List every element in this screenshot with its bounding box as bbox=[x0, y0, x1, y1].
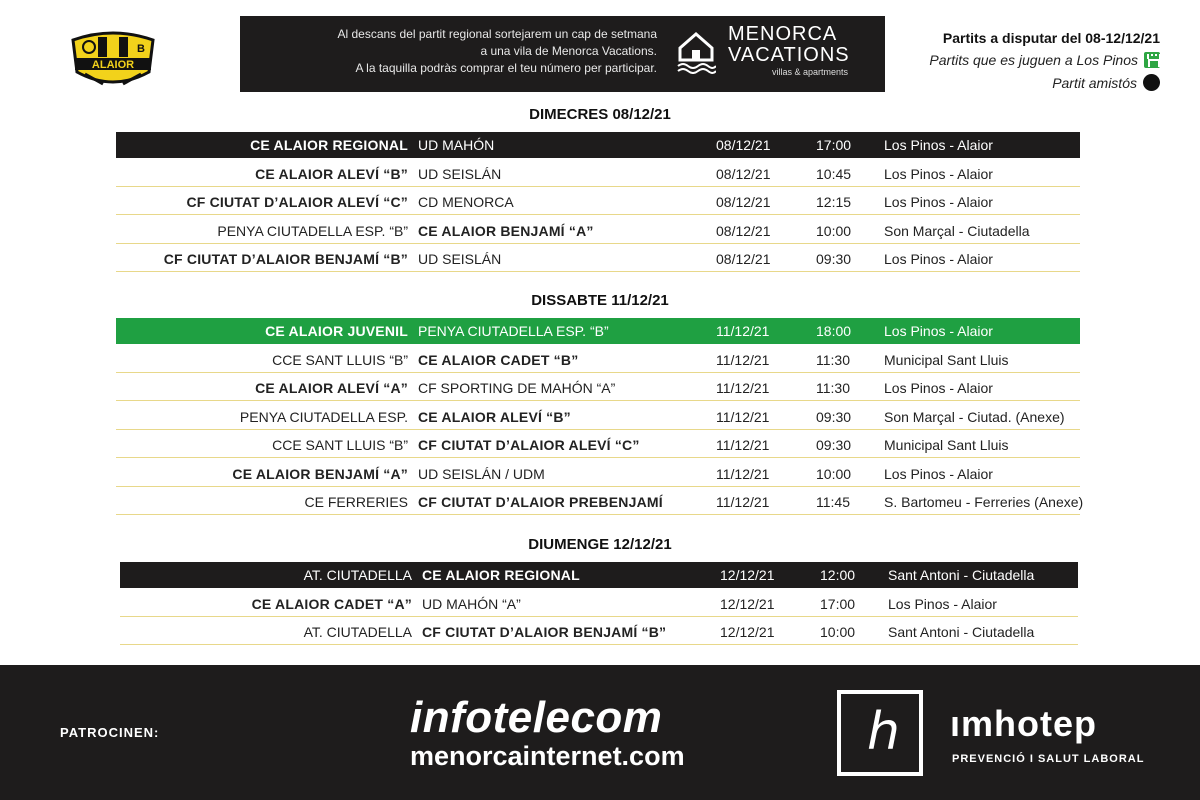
home-team: CF CIUTAT D’ALAIOR ALEVÍ “C” bbox=[186, 194, 408, 210]
match-date: 11/12/21 bbox=[716, 351, 770, 368]
promo-line: A la taquilla podràs comprar el teu número per participar. bbox=[355, 61, 657, 75]
away-team: CF CIUTAT D’ALAIOR ALEVÍ “C” bbox=[418, 437, 640, 453]
away-team: UD SEISLÁN bbox=[418, 165, 502, 182]
legend-home-label: Partits que es juguen a Los Pinos bbox=[929, 52, 1138, 68]
club-logo bbox=[63, 30, 163, 90]
club-crest-icon bbox=[63, 30, 163, 90]
legend-title: Partits a disputar del 08-12/12/21 bbox=[942, 30, 1160, 46]
home-team: CE ALAIOR BENJAMÍ “A” bbox=[232, 465, 408, 482]
legend-friendly bbox=[900, 74, 1160, 91]
promo-text bbox=[247, 26, 657, 77]
match-time: 18:00 bbox=[816, 323, 852, 339]
match-row bbox=[120, 619, 1078, 645]
match-row bbox=[116, 347, 1080, 373]
match-date: 11/12/21 bbox=[716, 437, 770, 453]
match-date: 11/12/21 bbox=[716, 323, 770, 339]
match-time: 12:15 bbox=[816, 194, 852, 210]
match-date: 11/12/21 bbox=[716, 380, 770, 396]
imhotep-logo-mark bbox=[837, 690, 923, 776]
match-time: 09:30 bbox=[816, 437, 852, 453]
brand-line-2: VACATIONS bbox=[728, 44, 850, 66]
legend bbox=[900, 30, 1160, 97]
home-team: CCE SANT LLUIS “B” bbox=[272, 351, 408, 368]
match-date: 08/12/21 bbox=[716, 251, 771, 267]
match-time: 17:00 bbox=[820, 595, 856, 612]
match-time: 11:45 bbox=[816, 494, 850, 510]
away-team: UD MAHÓN bbox=[418, 137, 495, 153]
match-venue: Los Pinos - Alaior bbox=[884, 323, 993, 339]
match-time: 09:30 bbox=[816, 251, 852, 267]
home-team: AT. CIUTADELLA bbox=[303, 624, 412, 640]
match-venue: Los Pinos - Alaior bbox=[884, 465, 993, 482]
home-team: CE ALAIOR REGIONAL bbox=[250, 137, 408, 153]
match-date: 08/12/21 bbox=[716, 222, 771, 239]
imhotep-glyph: h bbox=[867, 702, 900, 762]
match-date: 12/12/21 bbox=[720, 595, 775, 612]
match-venue: Los Pinos - Alaior bbox=[884, 251, 993, 267]
promo-banner bbox=[240, 16, 885, 92]
friendly-dot-icon bbox=[1143, 74, 1160, 91]
home-team: CF CIUTAT D’ALAIOR BENJAMÍ “B” bbox=[163, 251, 408, 267]
away-team: CF CIUTAT D’ALAIOR PREBENJAMÍ bbox=[418, 494, 663, 510]
home-team: PENYA CIUTADELLA ESP. “B” bbox=[217, 222, 408, 239]
match-time: 10:45 bbox=[816, 165, 852, 182]
away-team: UD SEISLÁN / UDM bbox=[418, 465, 545, 482]
match-time: 10:00 bbox=[816, 222, 852, 239]
match-venue: S. Bartomeu - Ferreries (Anexe) bbox=[884, 494, 1084, 510]
match-date: 11/12/21 bbox=[716, 494, 770, 510]
logo-initial-b: B bbox=[137, 43, 145, 55]
match-date: 11/12/21 bbox=[716, 465, 770, 482]
day-heading: DIUMENGE 12/12/21 bbox=[528, 536, 672, 553]
brand-sub: villas & apartments bbox=[772, 67, 849, 77]
infotelecom-url: menorcainternet.com bbox=[410, 741, 685, 771]
match-time: 12:00 bbox=[820, 567, 856, 583]
imhotep-name: ımhotep bbox=[950, 703, 1097, 744]
match-row bbox=[116, 489, 1084, 515]
sponsors-footer bbox=[0, 665, 1200, 800]
match-venue: Sant Antoni - Ciutadella bbox=[888, 624, 1035, 640]
match-venue: Municipal Sant Lluis bbox=[884, 351, 1009, 368]
away-team: CE ALAIOR CADET “B” bbox=[418, 351, 579, 368]
match-row bbox=[116, 461, 1080, 487]
logo-text: ALAIOR bbox=[91, 59, 135, 71]
match-date: 11/12/21 bbox=[716, 408, 770, 425]
match-row bbox=[116, 189, 1080, 215]
match-time: 17:00 bbox=[816, 137, 852, 153]
infotelecom-name: infotelecom bbox=[410, 693, 663, 742]
away-team: CE ALAIOR BENJAMÍ “A” bbox=[418, 222, 594, 239]
match-date: 12/12/21 bbox=[720, 567, 775, 583]
home-team: CE ALAIOR ALEVÍ “A” bbox=[255, 380, 408, 396]
away-team: PENYA CIUTADELLA ESP. “B” bbox=[418, 323, 609, 339]
brand-line-1: MENORCA bbox=[728, 23, 838, 45]
home-team: CE FERRERIES bbox=[304, 494, 408, 510]
day-heading: DISSABTE 11/12/21 bbox=[531, 292, 669, 309]
match-date: 08/12/21 bbox=[716, 137, 771, 153]
match-row bbox=[116, 375, 1080, 401]
imhotep-tagline: PREVENCIÓ I SALUT LABORAL bbox=[952, 753, 1145, 765]
promo-line: a una vila de Menorca Vacations. bbox=[480, 44, 657, 58]
legend-friendly-label: Partit amistós bbox=[1052, 74, 1137, 91]
home-team: CE ALAIOR JUVENIL bbox=[265, 323, 408, 339]
away-team: CD MENORCA bbox=[418, 194, 514, 210]
match-date: 08/12/21 bbox=[716, 165, 771, 182]
day-heading: DIMECRES 08/12/21 bbox=[529, 106, 671, 123]
match-venue: Los Pinos - Alaior bbox=[884, 380, 993, 396]
match-row bbox=[116, 218, 1080, 244]
home-stadium-icon bbox=[1144, 52, 1160, 68]
match-venue: Los Pinos - Alaior bbox=[884, 165, 993, 182]
home-team: PENYA CIUTADELLA ESP. bbox=[239, 408, 408, 425]
home-team: CE ALAIOR CADET “A” bbox=[251, 595, 412, 612]
match-row bbox=[120, 562, 1078, 588]
away-team: CE ALAIOR REGIONAL bbox=[422, 567, 580, 583]
promo-line: Al descans del partit regional sortejarem un cap de setmana bbox=[337, 27, 657, 41]
home-team: CCE SANT LLUIS “B” bbox=[272, 437, 408, 453]
match-row bbox=[116, 318, 1080, 344]
match-venue: Son Marçal - Ciutad. (Anexe) bbox=[884, 408, 1065, 425]
match-time: 10:00 bbox=[820, 624, 856, 640]
match-time: 11:30 bbox=[816, 380, 850, 396]
match-row bbox=[116, 246, 1080, 272]
infotelecom-logo bbox=[410, 695, 685, 771]
match-venue: Los Pinos - Alaior bbox=[884, 194, 993, 210]
match-row bbox=[116, 432, 1080, 458]
match-venue: Los Pinos - Alaior bbox=[888, 595, 997, 612]
match-row bbox=[116, 161, 1080, 187]
match-venue: Los Pinos - Alaior bbox=[884, 137, 993, 153]
home-team: CE ALAIOR ALEVÍ “B” bbox=[255, 165, 408, 182]
match-date: 12/12/21 bbox=[720, 624, 775, 640]
match-venue: Sant Antoni - Ciutadella bbox=[888, 567, 1035, 583]
menorca-vacations-logo bbox=[728, 24, 850, 77]
match-venue: Municipal Sant Lluis bbox=[884, 437, 1009, 453]
match-row bbox=[120, 591, 1078, 617]
away-team: UD SEISLÁN bbox=[418, 251, 502, 267]
sponsor-label: PATROCINEN: bbox=[60, 725, 160, 740]
away-team: CF CIUTAT D’ALAIOR BENJAMÍ “B” bbox=[422, 624, 667, 640]
away-team: UD MAHÓN “A” bbox=[422, 595, 521, 612]
away-team: CF SPORTING DE MAHÓN “A” bbox=[418, 380, 616, 396]
match-venue: Son Marçal - Ciutadella bbox=[884, 222, 1030, 239]
legend-home bbox=[900, 52, 1160, 68]
match-time: 09:30 bbox=[816, 408, 852, 425]
match-date: 08/12/21 bbox=[716, 194, 771, 210]
match-row bbox=[116, 132, 1080, 158]
house-waves-icon bbox=[676, 30, 716, 74]
away-team: CE ALAIOR ALEVÍ “B” bbox=[418, 408, 571, 425]
match-time: 10:00 bbox=[816, 465, 852, 482]
match-time: 11:30 bbox=[816, 351, 850, 368]
home-team: AT. CIUTADELLA bbox=[303, 567, 412, 583]
match-row bbox=[116, 404, 1080, 430]
